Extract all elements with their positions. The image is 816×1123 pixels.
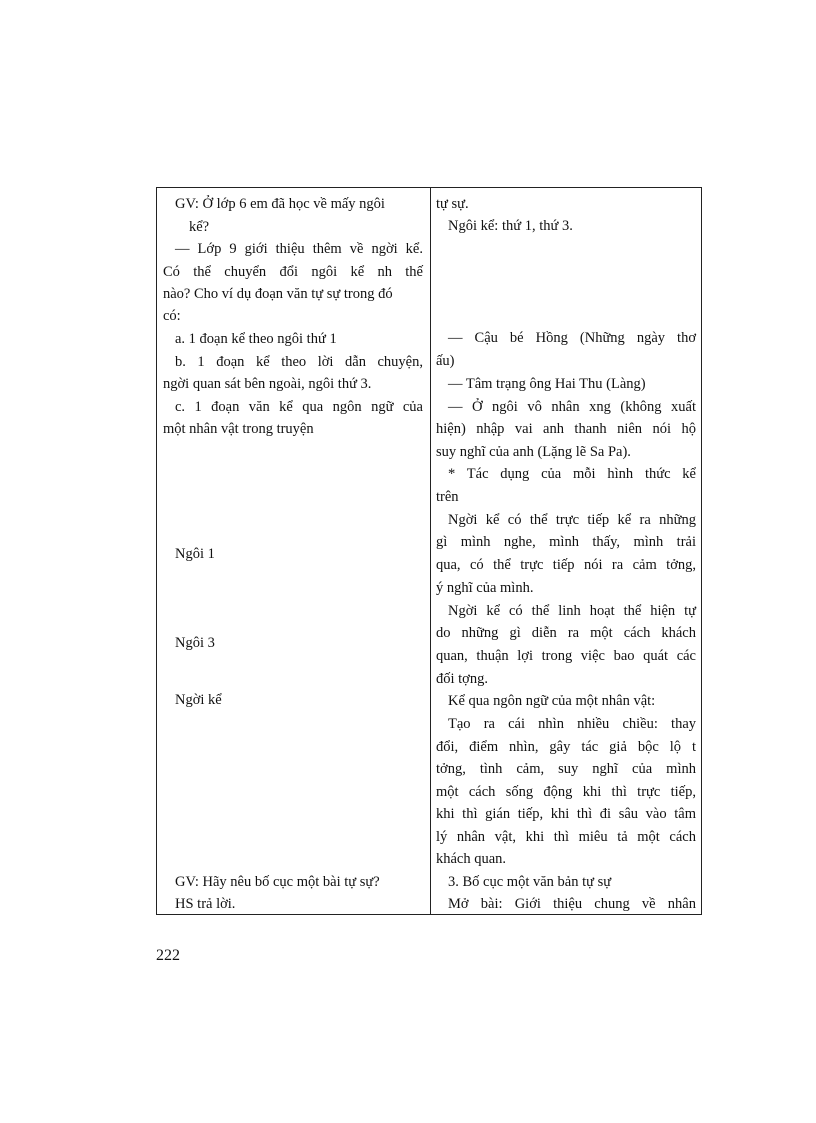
right-line: Mở bài: Giới thiệu chung về nhân xyxy=(448,896,696,912)
left-line: b. 1 đoạn kể theo lời dẫn chuyện, xyxy=(175,354,423,370)
right-line: 3. Bố cục một văn bản tự sự xyxy=(448,874,612,890)
right-line: Kể qua ngôn ngữ của một nhân vật: xyxy=(448,693,656,709)
column-divider xyxy=(430,188,431,914)
right-line: * Tác dụng của mỗi hình thức kể xyxy=(448,466,696,482)
left-line: Có thể chuyển đổi ngôi kể nh thế xyxy=(163,264,423,280)
right-line: — Cậu bé Hồng (Những ngày thơ xyxy=(448,330,696,346)
left-line: Ngời kể xyxy=(175,692,222,708)
right-line: tởng, tình cảm, suy nghĩ của mình xyxy=(436,761,696,777)
right-line: đổi, điểm nhìn, gây tác giả bộc lộ t xyxy=(436,739,696,755)
right-line: một cách sống động khi thì trực tiếp, xyxy=(436,784,696,800)
left-line: Ngôi 3 xyxy=(175,635,215,651)
right-line: Ngôi kể: thứ 1, thứ 3. xyxy=(448,218,573,234)
right-line: — Ở ngôi vô nhân xng (không xuất xyxy=(448,399,696,415)
left-line: có: xyxy=(163,308,181,324)
right-line: Tạo ra cái nhìn nhiều chiều: thay xyxy=(448,716,696,732)
right-line: suy nghĩ của anh (Lặng lẽ Sa Pa). xyxy=(436,444,631,460)
right-line: khi thì gián tiếp, khi thì đi sâu vào tâm xyxy=(436,806,696,822)
right-line: khách quan. xyxy=(436,851,507,867)
right-line: — Tâm trạng ông Hai Thu (Làng) xyxy=(448,376,646,392)
left-line: c. 1 đoạn văn kể qua ngôn ngữ của xyxy=(175,399,423,415)
right-line: Ngời kể có thể linh hoạt thể hiện tự xyxy=(448,603,696,619)
left-line: kể? xyxy=(189,219,210,235)
left-line: một nhân vật trong truyện xyxy=(163,421,314,437)
left-line: GV: Ở lớp 6 em đã học về mấy ngôi xyxy=(175,196,385,212)
left-line: ngời quan sát bên ngoài, ngôi thứ 3. xyxy=(163,376,372,392)
page-number: 222 xyxy=(156,947,180,964)
left-line: nào? Cho ví dụ đoạn văn tự sự trong đó xyxy=(163,286,393,302)
right-line: hiện) nhập vai anh thanh niên nói hộ xyxy=(436,421,696,437)
right-line: gì mình nghe, mình thấy, mình trải xyxy=(436,534,696,550)
right-line: do những gì diễn ra một cách khách xyxy=(436,625,696,641)
left-line: a. 1 đoạn kể theo ngôi thứ 1 xyxy=(175,331,337,347)
right-line: ấu) xyxy=(436,353,455,369)
right-line: Ngời kể có thể trực tiếp kể ra những xyxy=(448,512,696,528)
right-line: qua, có thể trực tiếp nói ra cảm tởng, xyxy=(436,557,696,573)
lesson-table xyxy=(156,187,702,915)
right-line: lý nhân vật, khi thì miêu tả một cách xyxy=(436,829,696,845)
left-line: GV: Hãy nêu bố cục một bài tự sự? xyxy=(175,874,380,890)
right-line: ý nghĩ của mình. xyxy=(436,580,534,596)
right-line: quan, thuận lợi trong việc bao quát các xyxy=(436,648,696,664)
right-line: trên xyxy=(436,489,459,505)
right-line: tự sự. xyxy=(436,196,469,212)
left-line: HS trả lời. xyxy=(175,896,236,912)
right-line: đối tợng. xyxy=(436,671,488,687)
left-line: Ngôi 1 xyxy=(175,546,215,562)
left-line: — Lớp 9 giới thiệu thêm về ngời kể. xyxy=(175,241,423,257)
